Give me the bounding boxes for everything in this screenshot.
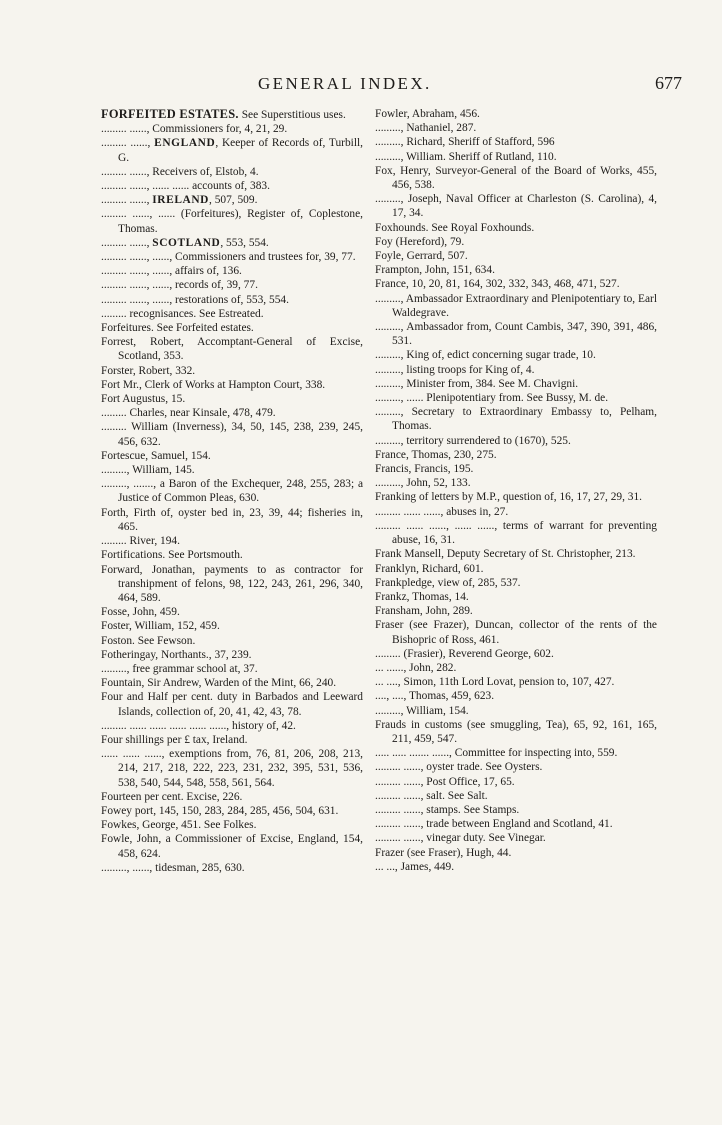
index-entry: ......... ......, trade between England and Scotland, 41. <box>375 818 613 831</box>
index-entry: ......... ......, Post Office, 17, 65. <box>375 775 515 788</box>
index-entry: ........., ......, tidesman, 285, 630. <box>101 861 245 874</box>
index-entry: ... ...., Simon, 11th Lord Lovat, pension to, 107, 427. <box>375 676 615 689</box>
index-entry: Fort Mr., Clerk of Works at Hampton Court, 338. <box>101 378 326 391</box>
index-entry: Fortifications. See Portsmouth. <box>101 549 243 562</box>
index-entry <box>101 136 366 164</box>
index-entry: ........., Joseph, Naval Officer at Charleston (S. Carolina), 4, 17, 34. <box>375 193 660 220</box>
index-entry: Franklyn, Richard, 601. <box>375 562 484 575</box>
index-entry: ... ......, John, 282. <box>375 661 457 674</box>
index-entry: ........., Nathaniel, 287. <box>375 122 477 135</box>
index-entry: France, 10, 20, 81, 164, 302, 332, 343, 468, 471, 527. <box>375 278 620 291</box>
index-entry: Forward, Jonathan, payments to as contractor for transhipment of felons, 98, 122, 243, 261, 296, 340, 464, 589. <box>101 563 366 604</box>
index-entry: Foxhounds. See Royal Foxhounds. <box>375 221 535 234</box>
index-entry: Frankpledge, view of, 285, 537. <box>375 576 521 589</box>
index-entry: France, Thomas, 230, 275. <box>375 448 497 461</box>
index-entry: ..... ..... ....... ......, Committee for inspecting into, 559. <box>375 747 618 760</box>
index-entry: Fraser (see Frazer), Duncan, collector of the rents of the Bishopric of Ross, 461. <box>375 619 660 646</box>
index-entry: ...... ...... ......, exemptions from, 76, 81, 206, 208, 213, 214, 217, 218, 222, 223, 231, 232, 395, 531, 536, 538, 540, 544, 548, 558, 561, 564. <box>101 748 366 789</box>
index-entry: ........., Richard, Sheriff of Stafford, 596 <box>375 136 555 149</box>
index-entry-text: , 553, 554. <box>220 236 269 249</box>
index-entry: ......... ......, ...... (Forfeitures), Register of, Coplestone, Thomas. <box>101 208 366 235</box>
page-header <box>0 74 722 98</box>
index-entry: Frazer (see Fraser), Hugh, 44. <box>375 846 512 859</box>
index-entry: Fowler, Abraham, 456. <box>375 108 480 120</box>
index-column-right <box>375 107 660 874</box>
index-entry: Four and Half per cent. duty in Barbados and Leeward Islands, collection of, 20, 41, 42, 43, 78. <box>101 691 366 718</box>
index-column-left <box>101 107 366 875</box>
index-entry <box>101 236 363 250</box>
index-entry: Forrest, Robert, Accomptant-General of Excise, Scotland, 353. <box>101 336 366 363</box>
index-entry: Frank Mansell, Deputy Secretary of St. Christopher, 213. <box>375 548 636 561</box>
index-subheading: IRELAND <box>152 194 209 207</box>
index-entry: ... ..., James, 449. <box>375 860 455 873</box>
index-entry: Fowle, John, a Commissioner of Excise, England, 154, 458, 624. <box>101 833 366 860</box>
index-entry: Forfeitures. See Forfeited estates. <box>101 322 254 335</box>
index-entry: Francis, Francis, 195. <box>375 463 474 476</box>
index-subheading: SCOTLAND <box>152 236 221 249</box>
index-entry: ......... ......, vinegar duty. See Vinegar. <box>375 832 546 845</box>
index-entry: ........., Ambassador from, Count Cambis, 347, 390, 391, 486, 531. <box>375 321 660 348</box>
index-entry <box>101 107 363 122</box>
index-entry: Foy (Hereford), 79. <box>375 235 465 248</box>
index-entry: Foster, William, 152, 459. <box>101 620 220 633</box>
index-entry <box>101 193 363 207</box>
index-entry-prefix: ......... ......, <box>101 194 153 207</box>
index-entry: ........., King of, edict concerning sugar trade, 10. <box>375 349 596 362</box>
index-entry: ......... ......, ......, affairs of, 136. <box>101 265 242 278</box>
index-entry: ......... ......, ...... ...... accounts of, 383. <box>101 180 270 193</box>
index-entry: Frankz, Thomas, 14. <box>375 590 469 603</box>
index-entry-text: See Superstitious uses. <box>238 109 346 121</box>
index-entry: ......... William (Inverness), 34, 50, 145, 238, 239, 245, 456, 632. <box>101 421 366 448</box>
index-entry: ........., territory surrendered to (1670), 525. <box>375 434 571 447</box>
index-entry: Fox, Henry, Surveyor-General of the Board of Works, 455, 456, 538. <box>375 164 660 192</box>
index-subheading: ENGLAND <box>154 137 216 150</box>
index-entry: Frampton, John, 151, 634. <box>375 264 495 277</box>
index-entry: Fountain, Sir Andrew, Warden of the Mint, 66, 240. <box>101 677 337 690</box>
index-entry: ......... ......, Commissioners for, 4, 21, 29. <box>101 123 288 136</box>
index-entry: ........., ......., a Baron of the Exchequer, 248, 255, 283; a Justice of Common Pleas, 630. <box>101 478 366 505</box>
page-title: GENERAL INDEX. <box>258 74 432 93</box>
index-entry-prefix: ......... ......, <box>101 137 155 150</box>
index-entry-text: , Keeper of Records of, Turbill, G. <box>118 137 366 164</box>
index-entry: ......... (Frasier), Reverend George, 602. <box>375 647 554 660</box>
index-entry: ........., Secretary to Extraordinary Embassy to, Pelham, Thomas. <box>375 406 660 433</box>
index-entry: ......... ......, ......, restorations of, 553, 554. <box>101 293 289 306</box>
index-entry: ........., Ambassador Extraordinary and Plenipotentiary to, Earl Waldegrave. <box>375 292 660 319</box>
index-entry: Frauds in customs (see smuggling, Tea), 65, 92, 161, 165, 211, 459, 547. <box>375 718 660 745</box>
index-entry: ........., William. Sheriff of Rutland, 110. <box>375 150 557 163</box>
index-entry: ......... ...... ......, ...... ......, terms of warrant for preventing abuse, 16, 31. <box>375 519 660 547</box>
index-entry: ......... ......, stamps. See Stamps. <box>375 803 520 816</box>
index-entry-text: , 507, 509. <box>209 194 258 207</box>
index-heading: FORFEITED ESTATES. <box>101 107 239 121</box>
index-entry: Franking of letters by M.P., question of, 16, 17, 27, 29, 31. <box>375 491 643 504</box>
index-entry: Fosse, John, 459. <box>101 606 180 619</box>
index-entry: ......... ......, salt. See Salt. <box>375 789 488 802</box>
page-number: 677 <box>655 73 682 93</box>
index-entry: ......... recognisances. See Estreated. <box>101 307 264 320</box>
index-entry: Forth, Firth of, oyster bed in, 23, 39, 44; fisheries in, 465. <box>101 506 366 533</box>
index-entry: ........., John, 52, 133. <box>375 477 471 490</box>
index-entry: ......... River, 194. <box>101 535 180 548</box>
index-entry: Fowey port, 145, 150, 283, 284, 285, 456, 504, 631. <box>101 804 339 817</box>
index-entry: ......... ...... ......, abuses in, 27. <box>375 505 509 518</box>
index-entry: ......... ......, Receivers of, Elstob, 4. <box>101 165 259 178</box>
index-entry: Fransham, John, 289. <box>375 605 473 618</box>
index-entry: ......... Charles, near Kinsale, 478, 479. <box>101 407 276 420</box>
index-entry: ........., William, 154. <box>375 704 469 717</box>
index-entry: ...., ...., Thomas, 459, 623. <box>375 690 495 703</box>
index-entry: Fotheringay, Northants., 37, 239. <box>101 648 252 661</box>
index-entry: Foston. See Fewson. <box>101 634 196 647</box>
index-entry: ........., William, 145. <box>101 464 195 477</box>
index-entry: Fowkes, George, 451. See Folkes. <box>101 819 257 832</box>
index-entry: ......... ......, ......, records of, 39, 77. <box>101 279 258 292</box>
index-entry: Fourteen per cent. Excise, 226. <box>101 790 243 803</box>
index-entry: ......... ......, oyster trade. See Oysters. <box>375 761 543 774</box>
index-entry-prefix: ......... ......, <box>101 236 153 249</box>
index-entry: ......... ...... ...... ...... ...... ......, history of, 42. <box>101 719 296 732</box>
index-entry: ........., ...... Plenipotentiary from. See Bussy, M. de. <box>375 392 609 405</box>
index-entry: Foyle, Gerrard, 507. <box>375 250 468 263</box>
index-entry: Fortescue, Samuel, 154. <box>101 449 211 462</box>
index-entry: ........., free grammar school at, 37. <box>101 662 258 675</box>
index-entry: Forster, Robert, 332. <box>101 364 196 377</box>
index-entry: ........., Minister from, 384. See M. Chavigni. <box>375 377 579 390</box>
index-entry: ......... ......, ......, Commissioners and trustees for, 39, 77. <box>101 251 356 264</box>
index-entry: Fort Augustus, 15. <box>101 393 186 406</box>
index-entry: ........., listing troops for King of, 4. <box>375 363 535 376</box>
index-entry: Four shillings per £ tax, Ireland. <box>101 733 248 746</box>
